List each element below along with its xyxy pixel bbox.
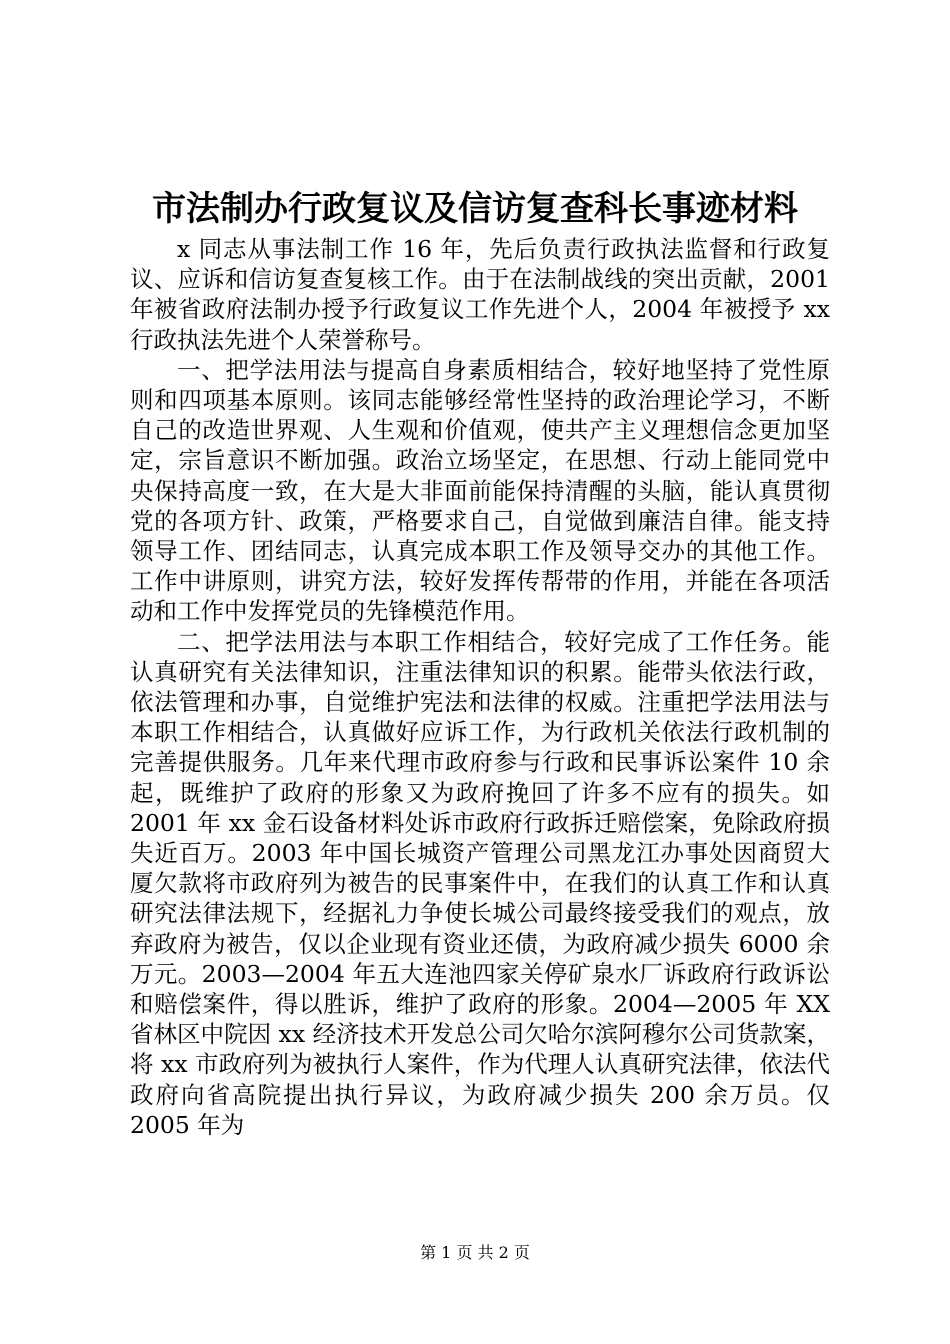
paragraph-intro: x 同志从事法制工作 16 年，先后负责行政执法监督和行政复议、应诉和信访复查复核工作。由于在法制战线的突出贡献，2001 年被省政府法制办授予行政复议工作先进个人，2004 年被授予 xx 行政执法先进个人荣誉称号。: [130, 235, 830, 354]
paragraph-section-one: 一、把学法用法与提高自身素质相结合，较好地坚持了党性原则和四项基本原则。该同志能够经常性坚持的政治理论学习，不断自己的改造世界观、人生观和价值观，使共产主义理想信念更加坚定，宗旨意识不断加强。政治立场坚定，在思想、行动上能同党中央保持高度一致，在大是大非面前能保持清醒的头脑，能认真贯彻党的各项方针、政策，严格要求自己，自觉做到廉洁自律。能支持领导工作、团结同志，认真完成本职工作及领导交办的其他工作。工作中讲原则，讲究方法，较好发挥传帮带的作用，并能在各项活动和工作中发挥党员的先锋模范作用。: [130, 355, 830, 626]
paragraph-section-two: 二、把学法用法与本职工作相结合，较好完成了工作任务。能认真研究有关法律知识，注重法律知识的积累。能带头依法行政，依法管理和办事，自觉维护宪法和法律的权威。注重把学法用法与本职工作相结合，认真做好应诉工作，为行政机关依法行政机制的完善提供服务。几年来代理市政府参与行政和民事诉讼案件 10 余起，既维护了政府的形象又为政府挽回了许多不应有的损失。如 2001 年 xx 金石设备材料处诉市政府行政拆迁赔偿案，免除政府损失近百万。2003 年中国长城资产管理公司黑龙江办事处因商贸大厦欠款将市政府列为被告的民事案件中，在我们的认真工作和认真研究法律法规下，经据礼力争使长城公司最终接受我们的观点，放弃政府为被告，仅以企业现有资业还债，为政府减少损失 6000 余万元。2003—2004 年五大连池四家关停矿泉水厂诉政府行政诉讼和赔偿案件，得以胜诉，维护了政府的形象。2004—2005 年 XX 省林区中院因 xx 经济技术开发总公司欠哈尔滨阿穆尔公司货款案，将 xx 市政府列为被执行人案件，作为代理人认真研究法律，依法代政府向省高院提出执行异议，为政府减少损失 200 余万员。仅 2005 年为: [130, 627, 830, 1139]
document-title: 市法制办行政复议及信访复查科长事迹材料: [152, 189, 798, 229]
page-number-footer: 第 1 页 共 2 页: [420, 1243, 530, 1262]
document-body: [130, 234, 830, 1140]
